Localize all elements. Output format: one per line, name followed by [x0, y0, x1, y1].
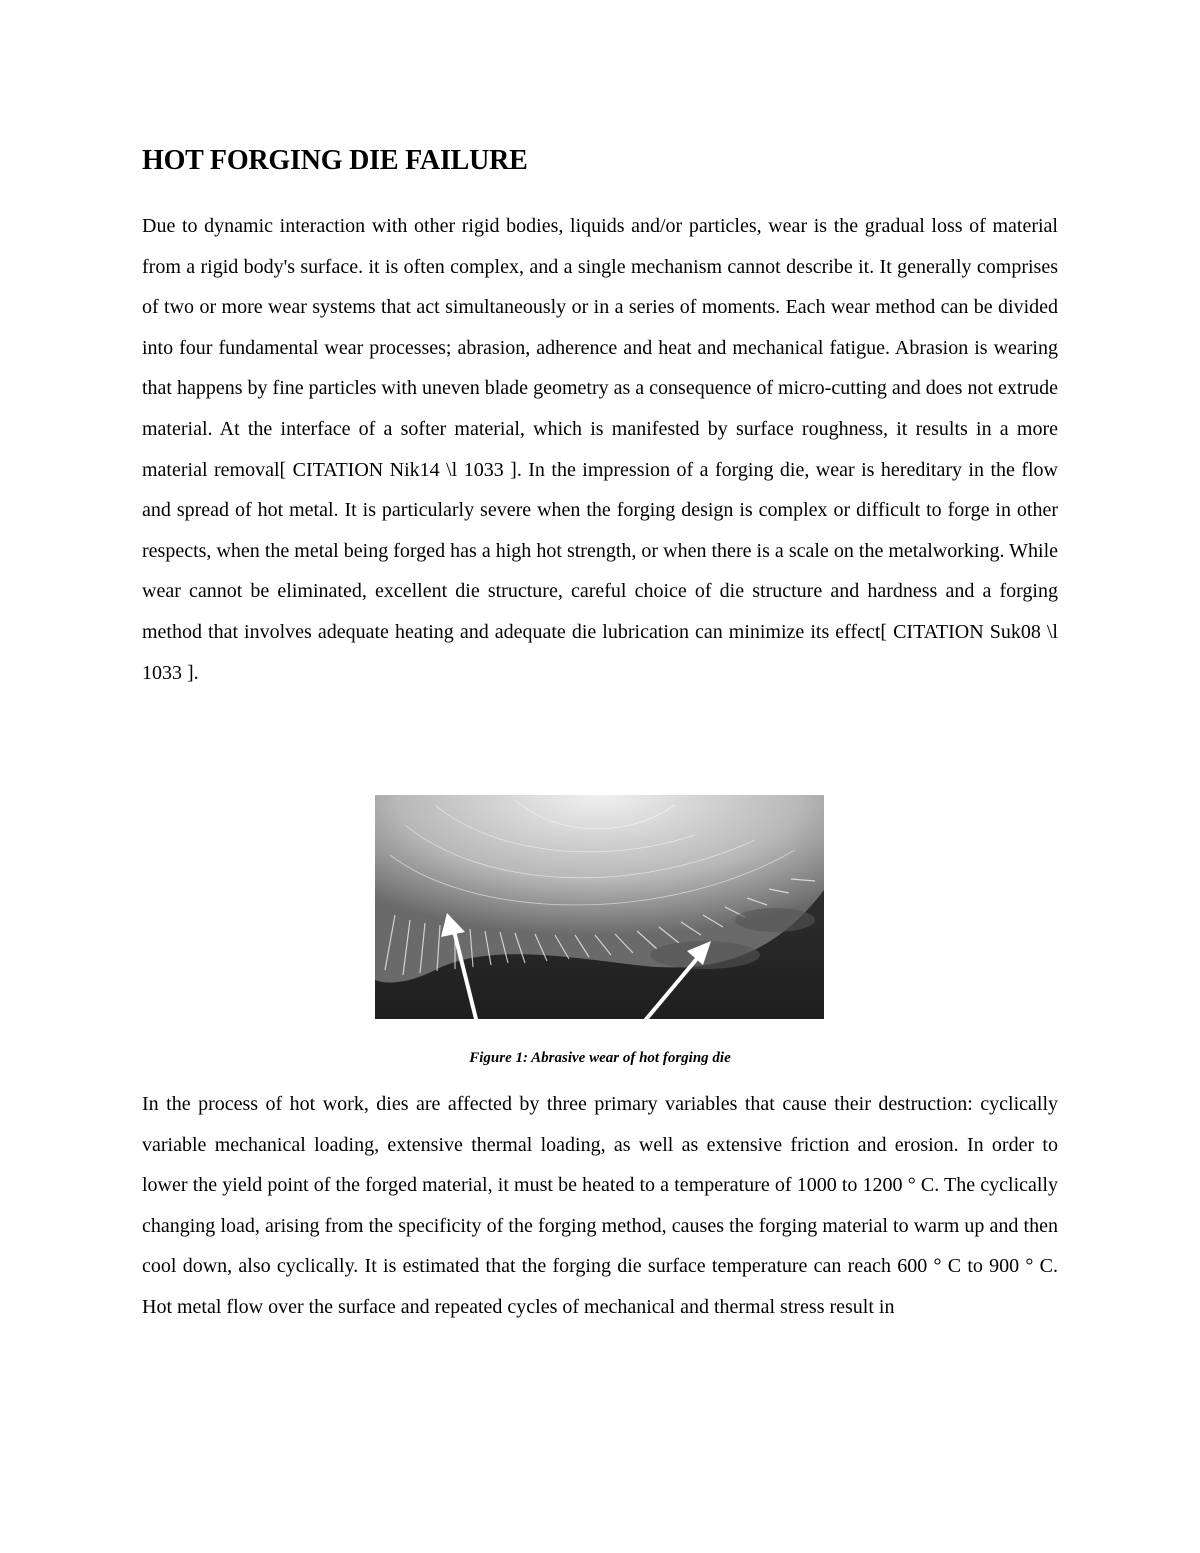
page-title: HOT FORGING DIE FAILURE [142, 145, 528, 176]
figure-abrasive-wear-photo [375, 795, 824, 1019]
paragraph-hot-work: In the process of hot work, dies are affected by three primary variables that cause their destruction: cyclically variable mechanical loading, extensive thermal loading, as well as extensive friction and erosion. In order to lower the yield point of the forged material, it must be heated to a temperature of 1000 to 1200 ° C. The cyclically changing load, arising from the specificity of the forging method, causes the forging material to warm up and then cool down, also cyclically. It is estimated that the forging die surface temperature can reach 600 ° C to 900 ° C. Hot metal flow over the surface and repeated cycles of mechanical and thermal stress result in [142, 1093, 1058, 1318]
die-surface-photo [375, 795, 824, 1019]
figure-caption: Figure 1: Abrasive wear of hot forging die [469, 1050, 731, 1066]
paragraph-wear: Due to dynamic interaction with other rigid bodies, liquids and/or particles, wear is the gradual loss of material from a rigid body's surface. it is often complex, and a single mechanism cannot describe it. It generally comprises of two or more wear systems that act simultaneously or in a series of moments. Each wear method can be divided into four fundamental wear processes; abrasion, adherence and heat and mechanical fatigue. Abrasion is wearing that happens by fine particles with uneven blade geometry as a consequence of micro-cutting and does not extrude material. At the interface of a softer material, which is manifested by surface roughness, it results in a more material removal[ CITATION Nik14 \l 1033 ]. In the impression of a forging die, wear is hereditary in the flow and spread of hot metal. It is particularly severe when the forging design is complex or difficult to forge in other respects, when the metal being forged has a high hot strength, or when there is a scale on the metalworking. While wear cannot be eliminated, excellent die structure, careful choice of die structure and hardness and a forging method that involves adequate heating and adequate die lubrication can minimize its effect[ CITATION Suk08 \l 1033 ]. [142, 215, 1058, 684]
